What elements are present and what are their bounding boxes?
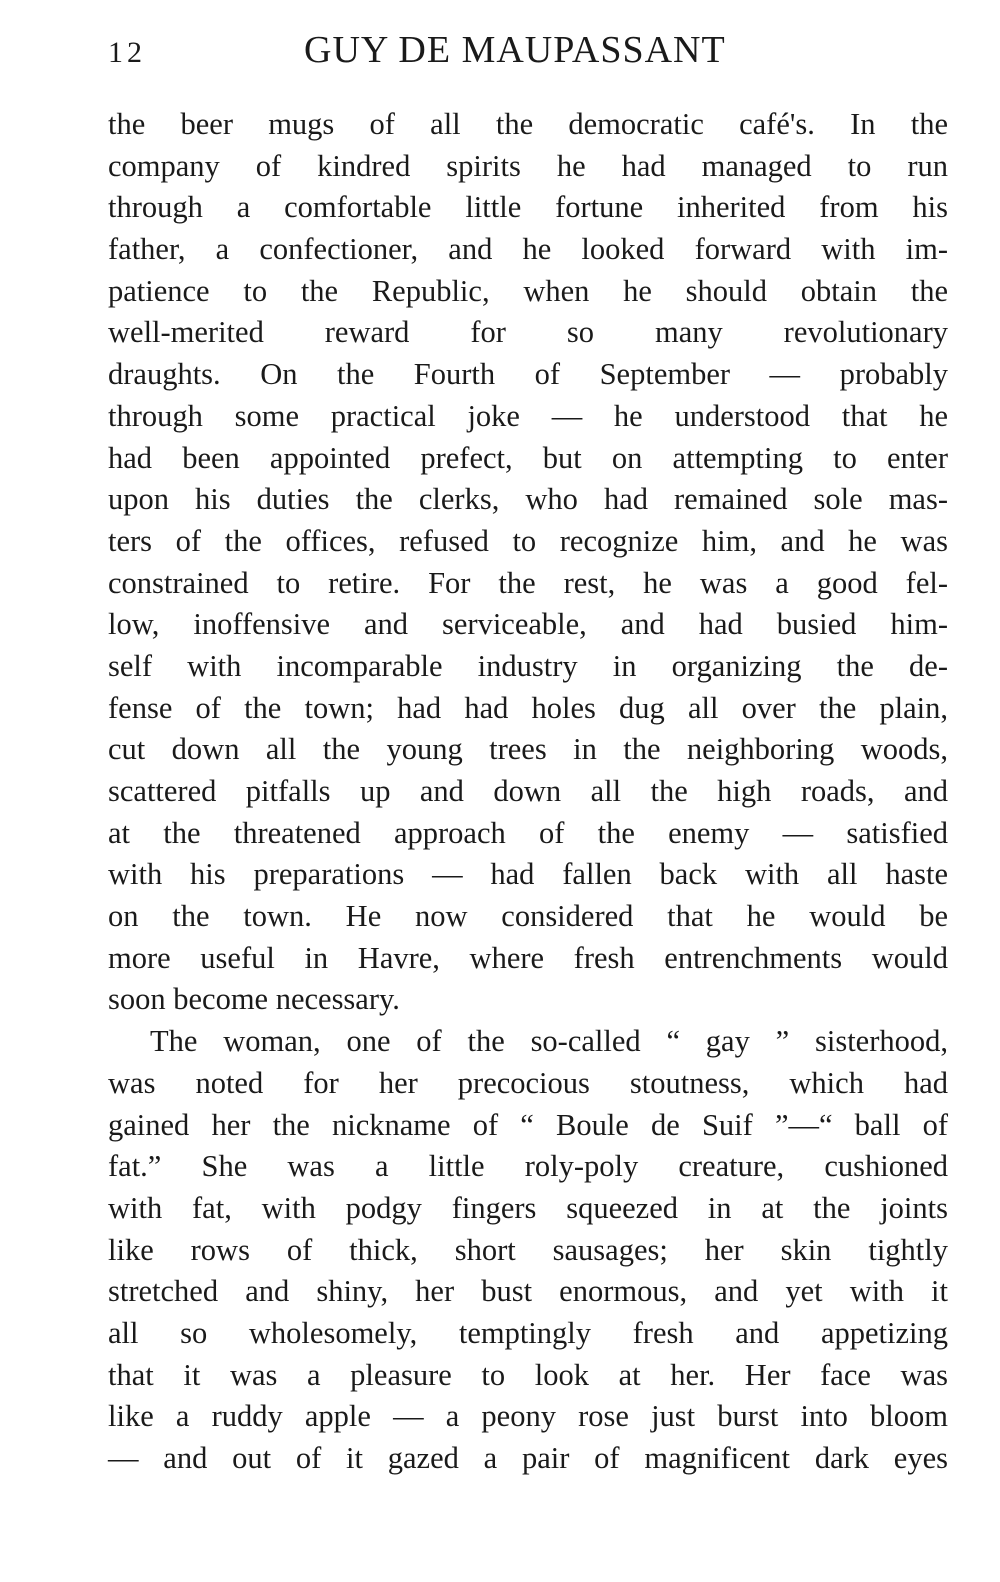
text-line: had been appointed prefect, but on attempting to enter [108,440,948,475]
text-line: draughts. On the Fourth of September — probably [108,357,948,392]
page-number: 12 [108,36,146,69]
text-line: like rows of thick, short sausages; her skin tightly [108,1232,948,1267]
text-line: scattered pitfalls up and down all the high roads, and [108,774,948,808]
text-line: father, a confectioner, and he looked forward with im- [108,232,948,267]
text-line: on the town. He now considered that he would be [108,899,948,934]
text-line: patience to the Republic, when he should obtain the [108,273,948,308]
text-line: soon become necessary. [108,982,400,1017]
text-line: at the threatened approach of the enemy — satisfied [108,815,948,850]
text-line: with fat, with podgy fingers squeezed in at the joints [108,1190,948,1225]
text-line: constrained to retire. For the rest, he was a good fel- [108,565,948,600]
paragraph [108,1021,948,1480]
text-line: low, inoffensive and serviceable, and had busied him- [108,607,948,642]
text-line: fat.” She was a little roly-poly creature, cushioned [108,1149,948,1184]
text-line: through a comfortable little fortune inherited from his [108,190,948,225]
text-line: all so wholesomely, temptingly fresh and appetizing [108,1315,948,1350]
text-line: well-merited reward for so many revolutionary [108,315,948,350]
book-title: GUY DE MAUPASSANT [304,29,726,71]
text-line: fense of the town; had had holes dug all over the plain, [108,690,948,725]
text-line: company of kindred spirits he had managed to run [108,148,948,183]
paragraph [108,104,948,1021]
text-line: the beer mugs of all the democratic café's. In the [108,107,948,141]
text-line: with his preparations — had fallen back with all haste [108,857,948,892]
text-line: gained her the nickname of “ Boule de Suif ”—“ ball of [108,1107,948,1142]
text-line: more useful in Havre, where fresh entrenchments would [108,940,948,975]
text-line: upon his duties the clerks, who had remained sole mas- [108,482,948,517]
text-line: through some practical joke — he understood that he [108,398,948,433]
text-line: cut down all the young trees in the neighboring woods, [108,732,948,767]
running-head [108,28,948,78]
text-line: ters of the offices, refused to recognize him, and he was [108,523,948,558]
text-line: self with incomparable industry in organizing the de- [108,648,948,683]
text-line: — and out of it gazed a pair of magnificent dark eyes [108,1441,948,1475]
body-text [108,104,948,1480]
text-line: that it was a pleasure to look at her. Her face was [108,1357,948,1392]
text-line: The woman, one of the so-called “ gay ” sisterhood, [150,1024,948,1059]
text-line: like a ruddy apple — a peony rose just burst into bloom [108,1399,948,1434]
text-line: was noted for her precocious stoutness, which had [108,1065,948,1100]
text-line: stretched and shiny, her bust enormous, and yet with it [108,1274,948,1309]
